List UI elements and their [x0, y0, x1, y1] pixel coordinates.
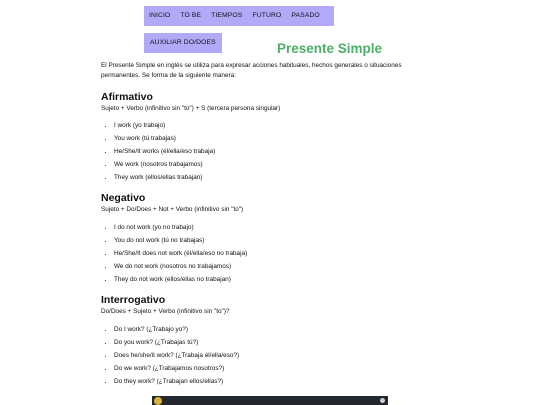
list-item: • I do not work (yo no trabajo)	[114, 221, 247, 234]
nav-item-futuro[interactable]: FUTURO	[247, 6, 286, 26]
formula-negativo: Sujeto + Do/Does + Not + Verbo (infinitivo sin "to")	[101, 206, 244, 213]
nav-row-primary	[144, 6, 334, 26]
list-item: • They do not work (ellos/ellas no trabajan)	[114, 273, 247, 286]
nav-item-inicio[interactable]: INICIO	[144, 6, 175, 26]
embedded-video[interactable]	[152, 396, 388, 405]
examples-list-negativo	[101, 221, 247, 286]
list-item: • He/She/It works (él/ella/eso trabaja)	[114, 145, 215, 158]
section-heading-afirmativo: Afirmativo	[101, 91, 153, 103]
list-item: • He/She/It does not work (él/ella/eso no trabaja)	[114, 247, 247, 260]
examples-list-interrogativo	[101, 323, 239, 388]
list-item: • You do not work (tú no trabajas)	[114, 234, 247, 247]
list-item: • I work (yo trabajo)	[114, 119, 215, 132]
section-interrogativo	[101, 294, 230, 317]
nav-item-auxiliar-do-does[interactable]: AUXILIAR DO/DOES	[144, 33, 222, 53]
list-item: • They work (ellos/ellas trabajan)	[114, 171, 215, 184]
examples-list-afirmativo	[101, 119, 215, 184]
list-item: • You work (tú trabajas)	[114, 132, 215, 145]
list-item: • We work (nosotros trabajamos)	[114, 158, 215, 171]
list-item: • Do you work? (¿Trabajas tú?)	[114, 336, 239, 349]
section-afirmativo	[101, 91, 280, 114]
page-title: Presente Simple	[277, 41, 383, 56]
intro-block	[101, 61, 431, 81]
formula-afirmativo: Sujeto + Verbo (infinitivo sin "to") + S (tercera persona singular)	[101, 105, 281, 112]
list-item: • Does he/she/it work? (¿Trabaja él/ella/eso?)	[114, 349, 239, 362]
nav-row-secondary	[144, 33, 222, 53]
section-negativo	[101, 192, 243, 215]
list-item: • Do they work? (¿Trabajan ellos/ellas?)	[114, 375, 239, 388]
nav-item-tiempos[interactable]: TIEMPOS	[206, 6, 247, 26]
list-item: • We do not work (nosotros no trabajamos)	[114, 260, 247, 273]
nav-item-to-be[interactable]: TO BE	[175, 6, 206, 26]
menu-icon[interactable]	[380, 398, 385, 403]
list-item: • Do I work? (¿Trabajo yo?)	[114, 323, 239, 336]
list-item: • Do we work? (¿Trabajamos nosotros?)	[114, 362, 239, 375]
channel-logo-icon[interactable]	[154, 397, 162, 405]
nav-item-pasado[interactable]: PASADO	[286, 6, 324, 26]
section-heading-interrogativo: Interrogativo	[101, 294, 166, 306]
formula-interrogativo: Do/Does + Sujeto + Verbo (infinitivo sin "to")?	[101, 308, 230, 315]
intro-paragraph: El Presente Simple en inglés se utiliza para expresar acciones habituales, hechos generales o situaciones permanentes. Se forma de la siguiente manera:	[101, 62, 402, 79]
section-heading-negativo: Negativo	[101, 192, 146, 204]
